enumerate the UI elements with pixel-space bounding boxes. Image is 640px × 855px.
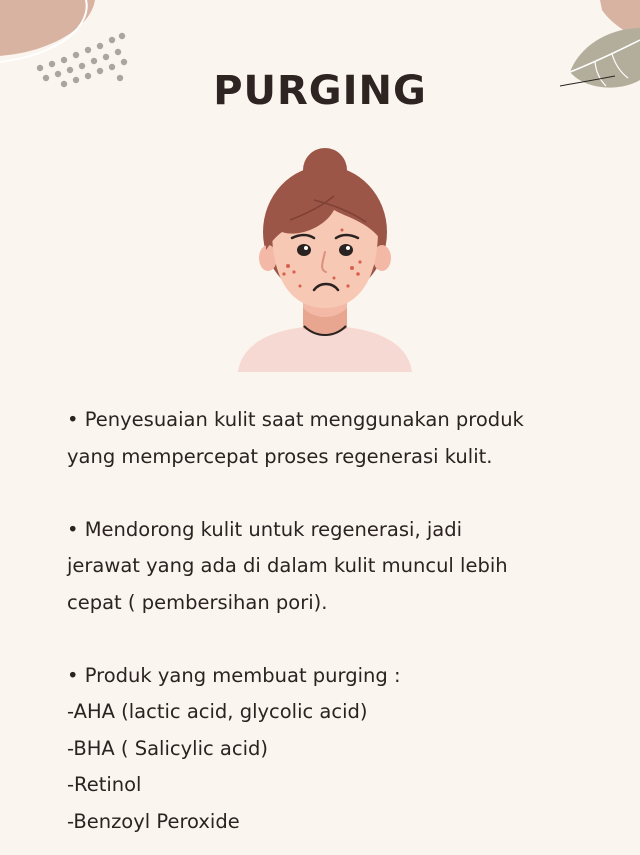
- list-item: -AHA (lactic acid, glycolic acid): [67, 700, 368, 723]
- worried-woman-with-acne-icon: [230, 140, 420, 375]
- list-item: -Benzoyl Peroxide: [67, 809, 240, 833]
- point-line: yang mempercepat proses regenerasi kulit.: [67, 444, 493, 468]
- point-line: jerawat yang ada di dalam kulit muncul lebih: [67, 554, 508, 577]
- list-item: -BHA ( Salicylic acid): [67, 736, 268, 760]
- page-title: PURGING: [213, 68, 427, 114]
- product-list-heading: • Produk yang membuat purging :: [67, 663, 401, 687]
- point-line: cepat ( pembersihan pori).: [67, 590, 328, 614]
- point-line: • Penyesuaian kulit saat menggunakan produk: [67, 408, 524, 431]
- list-item: -Retinol: [67, 773, 142, 796]
- product-list: [67, 658, 607, 841]
- point-1: [67, 402, 607, 475]
- point-2: [67, 512, 607, 622]
- content-text: [67, 402, 607, 840]
- point-line: • Mendorong kulit untuk regenerasi, jadi: [67, 517, 463, 541]
